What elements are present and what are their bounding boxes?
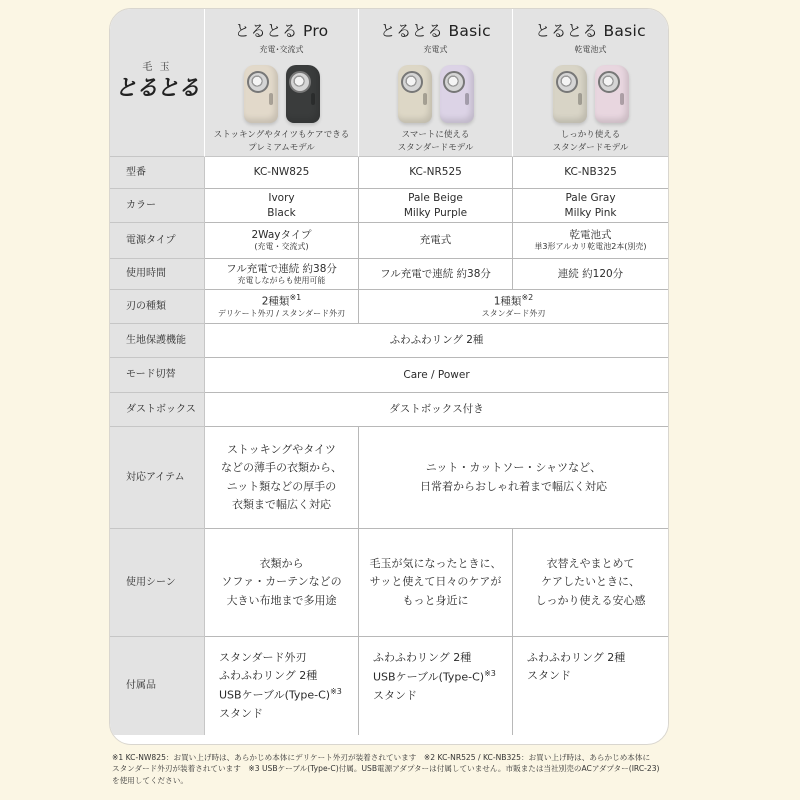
accessories-basic-battery: ふわふわリング 2種 スタンド bbox=[513, 637, 668, 735]
accessories-basic-rechargeable: ふわふわリング 2種 USBケーブル(Type-C)$^{※3}$ スタンド bbox=[359, 637, 513, 735]
row-label-items: 対応アイテム bbox=[110, 427, 205, 529]
row-label-dust-box: ダストボックス bbox=[110, 393, 205, 427]
product-power-sub: 充電式 bbox=[423, 44, 448, 54]
row-label-power: 電源タイプ bbox=[110, 223, 205, 259]
device-pale-beige-image bbox=[398, 65, 432, 123]
device-milky-purple-image bbox=[440, 65, 474, 123]
mode-value: Care / Power bbox=[205, 358, 668, 393]
comparison-table bbox=[110, 9, 668, 735]
scene-pro: 衣類から ソファ・カーテンなどの 大きい布地まで多用途 bbox=[205, 529, 359, 637]
product-header-pro bbox=[205, 9, 359, 157]
items-basic: ニット・カットソー・シャツなど、 日常着からおしゃれ着まで幅広く対応 bbox=[359, 427, 668, 529]
product-title: とるとる Pro bbox=[234, 22, 329, 40]
product-image-basic-battery bbox=[553, 64, 629, 124]
accessories-pro: スタンダード外刃 ふわふわリング 2種 USBケーブル(Type-C)$^{※3}$ スタンド bbox=[205, 637, 359, 735]
device-milky-pink-image bbox=[595, 65, 629, 123]
row-label-color: カラー bbox=[110, 189, 205, 223]
product-image-basic-rechargeable bbox=[398, 64, 474, 124]
device-ivory-image bbox=[244, 65, 278, 123]
footnote-line: スタンダード外刃が装着されています ※3 USBケーブル(Type-C)付属。USB電源アダプターは付属していません。市販または当社別売のACアダプター(IRC-23) bbox=[112, 764, 660, 774]
product-power-sub: 充電･交流式 bbox=[259, 44, 304, 54]
time-basic-rechargeable: フル充電で連続 約38分 bbox=[359, 259, 513, 290]
scene-basic-rechargeable: 毛玉が気になったときに、 サッと使えて日々のケアが もっと身近に bbox=[359, 529, 513, 637]
product-header-basic-battery bbox=[513, 9, 668, 157]
product-desc: スマートに使える スタンダードモデル bbox=[397, 130, 474, 153]
footnotes bbox=[112, 752, 688, 786]
product-desc: しっかり使える スタンダードモデル bbox=[552, 130, 629, 153]
blade-basic: 1種類$^{※2}$ スタンダード外刃 bbox=[359, 290, 668, 324]
product-power-sub: 乾電池式 bbox=[574, 44, 607, 54]
row-label-fabric-protect: 生地保護機能 bbox=[110, 324, 205, 358]
product-title: とるとる Basic bbox=[535, 22, 646, 40]
device-black-image bbox=[286, 65, 320, 123]
model-pro: KC-NW825 bbox=[205, 157, 359, 189]
brand-logo bbox=[110, 9, 205, 157]
row-label-usage-time: 使用時間 bbox=[110, 259, 205, 290]
time-pro: フル充電で連続 約38分 充電しながらも使用可能 bbox=[205, 259, 359, 290]
footnote-line: を使用してください。 bbox=[112, 775, 188, 785]
row-label-model: 型番 bbox=[110, 157, 205, 189]
row-label-scene: 使用シーン bbox=[110, 529, 205, 637]
model-basic-battery: KC-NB325 bbox=[513, 157, 668, 189]
product-image-pro bbox=[244, 64, 320, 124]
dust-box-value: ダストボックス付き bbox=[205, 393, 668, 427]
scene-basic-battery: 衣替えやまとめて ケアしたいときに、 しっかり使える安心感 bbox=[513, 529, 668, 637]
product-title: とるとる Basic bbox=[380, 22, 491, 40]
device-pale-gray-image bbox=[553, 65, 587, 123]
logo-small-text: 毛 玉 bbox=[142, 61, 172, 73]
row-label-accessories: 付属品 bbox=[110, 637, 205, 735]
product-desc: ストッキングやタイツもケアできる プレミアムモデル bbox=[213, 130, 350, 153]
power-basic-rechargeable: 充電式 bbox=[359, 223, 513, 259]
time-basic-battery: 連続 約120分 bbox=[513, 259, 668, 290]
model-basic-rechargeable: KC-NR525 bbox=[359, 157, 513, 189]
row-label-mode: モード切替 bbox=[110, 358, 205, 393]
fabric-protect-value: ふわふわリング 2種 bbox=[205, 324, 668, 358]
comparison-card bbox=[109, 8, 669, 745]
color-basic-rechargeable: Pale Beige Milky Purple bbox=[359, 189, 513, 223]
logo-big-text: とるとる bbox=[114, 76, 199, 102]
items-pro: ストッキングやタイツ などの薄手の衣類から、 ニット類などの厚手の 衣類まで幅広く対応 bbox=[205, 427, 359, 529]
blade-pro: 2種類$^{※1}$ デリケート外刃 / スタンダード外刃 bbox=[205, 290, 359, 324]
row-label-blade: 刃の種類 bbox=[110, 290, 205, 324]
power-pro: 2Wayタイプ (充電・交流式) bbox=[205, 223, 359, 259]
color-pro: Ivory Black bbox=[205, 189, 359, 223]
product-header-basic-rechargeable bbox=[359, 9, 513, 157]
power-basic-battery: 乾電池式 単3形アルカリ乾電池2本(別売) bbox=[513, 223, 668, 259]
footnote-line: ※1 KC-NW825：お買い上げ時は、あらかじめ本体にデリケート外刃が装着されています ※2 KC-NR525 / KC-NB325：お買い上げ時は、あらかじめ本体に bbox=[112, 753, 651, 762]
color-basic-battery: Pale Gray Milky Pink bbox=[513, 189, 668, 223]
